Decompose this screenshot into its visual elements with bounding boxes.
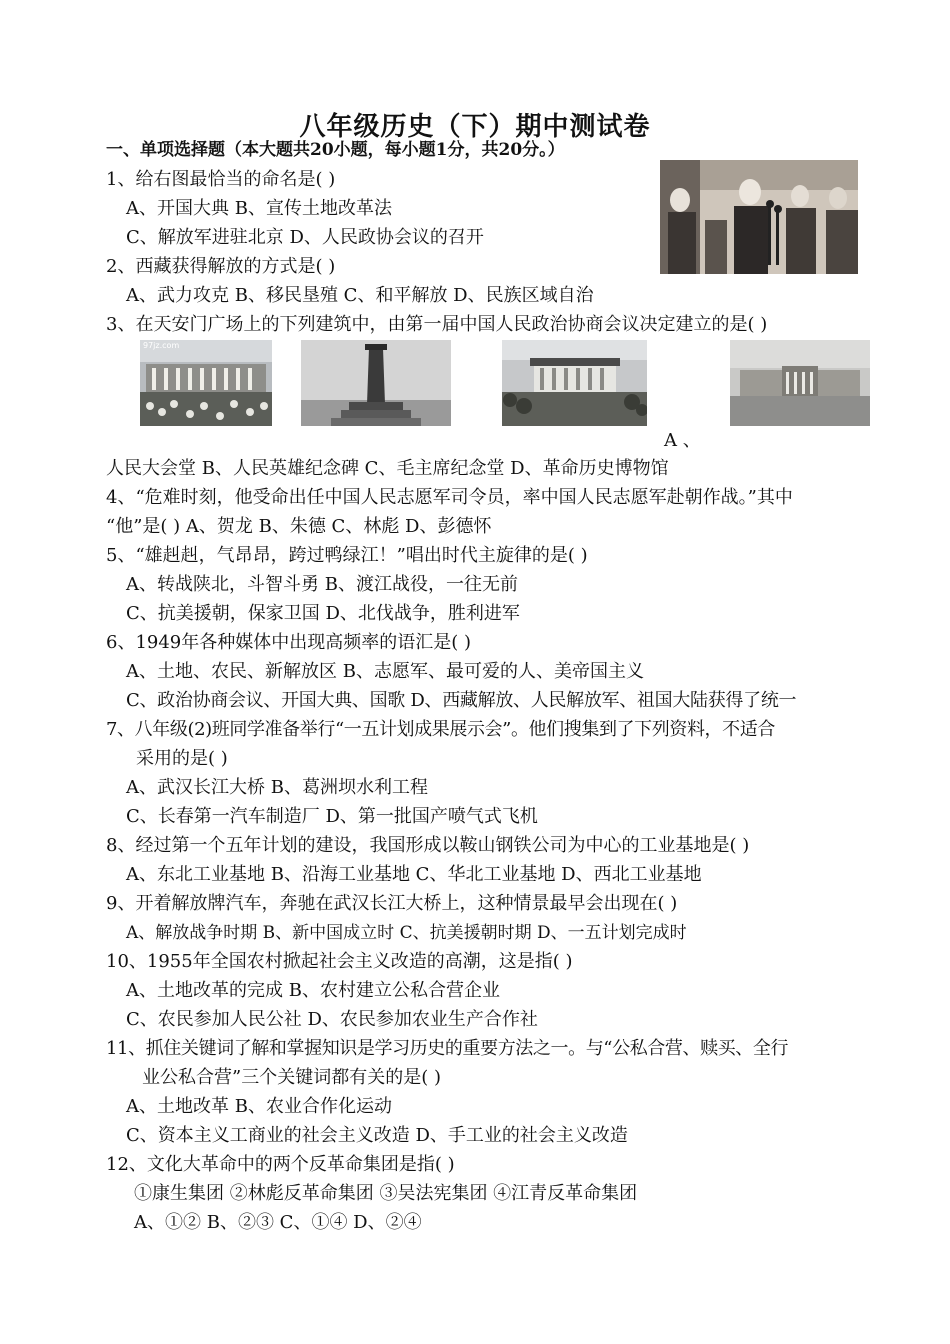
question-12-items: ①康生集团 ②林彪反革命集团 ③吴法宪集团 ④江青反革命集团 (134, 1183, 638, 1204)
question-7-options-cd: C、长春第一汽车制造厂 D、第一批国产喷气式飞机 (126, 806, 538, 827)
question-10-stem: 10、1955年全国农村掀起社会主义改造的高潮，这是指( ) (106, 951, 573, 972)
founding-ceremony-photo (660, 160, 858, 274)
question-12-stem: 12、文化大革命中的两个反革命集团是指( ) (106, 1154, 455, 1175)
question-6-options-ab: A、土地、农民、新解放区 B、志愿军、最可爱的人、美帝国主义 (126, 661, 644, 682)
question-3-stem: 3、在天安门广场上的下列建筑中，由第一届中国人民政治协商会议决定建立的是( ) (106, 314, 768, 335)
photo-watermark: 97jz.com (143, 341, 180, 350)
question-11-options-ab: A、土地改革 B、农业合作化运动 (126, 1096, 392, 1117)
question-9-stem: 9、开着解放牌汽车，奔驰在武汉长江大桥上，这种情景最早会出现在( ) (106, 893, 678, 914)
mausoleum-photo (502, 340, 647, 426)
page-title: 八年级历史（下）期中测试卷 (299, 112, 651, 142)
question-5-options-cd: C、抗美援朝，保家卫国 D、北伐战争，胜利进军 (126, 603, 520, 624)
great-hall-photo (140, 340, 272, 426)
question-2-stem: 2、西藏获得解放的方式是( ) (106, 256, 336, 277)
question-4-options: “他”是( ) A、贺龙 B、朱德 C、林彪 D、彭德怀 (106, 516, 492, 537)
question-4-stem: 4、“危难时刻，他受命出任中国人民志愿军司令员，率中国人民志愿军赴朝作战。”其中 (106, 487, 793, 508)
question-7-stem: 7、八年级(2)班同学准备举行“一五计划成果展示会”。他们搜集到了下列资料，不适合 (106, 719, 775, 740)
question-11-stem: 11、抓住关键词了解和掌握知识是学习历史的重要方法之一。与“公私合营、赎买、全行 (106, 1038, 789, 1059)
question-10-options-ab: A、土地改革的完成 B、农村建立公私合营企业 (126, 980, 500, 1001)
question-6-stem: 6、1949年各种媒体中出现高频率的语汇是( ) (106, 632, 472, 653)
question-9-options: A、解放战争时期 B、新中国成立时 C、抗美援朝时期 D、一五计划完成时 (126, 923, 687, 943)
question-3-option-marker: A 、 (664, 430, 701, 451)
question-11-options-cd: C、资本主义工商业的社会主义改造 D、手工业的社会主义改造 (126, 1125, 628, 1146)
question-5-options-ab: A、转战陕北，斗智斗勇 B、渡江战役，一往无前 (126, 574, 518, 595)
question-2-options: A、武力攻克 B、移民垦殖 C、和平解放 D、民族区域自治 (126, 285, 594, 306)
question-1-stem: 1、给右图最恰当的命名是( ) (106, 169, 336, 190)
monument-photo (301, 340, 451, 426)
section-heading: 一、单项选择题（本大题共20小题，每小题1分，共20分。） (106, 140, 565, 160)
question-1-options-cd: C、解放军进驻北京 D、人民政协会议的召开 (126, 227, 484, 248)
question-8-stem: 8、经过第一个五年计划的建设，我国形成以鞍山钢铁公司为中心的工业基地是( ) (106, 835, 750, 856)
question-11-stem-cont: 业公私合营”三个关键词都有关的是( ) (142, 1067, 441, 1088)
museum-photo (730, 340, 870, 426)
question-7-options-ab: A、武汉长江大桥 B、葛洲坝水利工程 (126, 777, 428, 798)
question-6-options-cd: C、政治协商会议、开国大典、国歌 D、西藏解放、人民解放军、祖国大陆获得了统一 (126, 690, 797, 711)
question-1-options-ab: A、开国大典 B、宣传土地改革法 (126, 198, 392, 219)
question-10-options-cd: C、农民参加人民公社 D、农民参加农业生产合作社 (126, 1009, 538, 1030)
question-12-options: A、①② B、②③ C、①④ D、②④ (134, 1212, 422, 1233)
question-5-stem: 5、“雄赳赳，气昂昂，跨过鸭绿江！”唱出时代主旋律的是( ) (106, 545, 588, 566)
question-8-options: A、东北工业基地 B、沿海工业基地 C、华北工业基地 D、西北工业基地 (126, 864, 702, 885)
question-7-stem-cont: 采用的是( ) (136, 748, 228, 769)
question-3-options: 人民大会堂 B、人民英雄纪念碑 C、毛主席纪念堂 D、革命历史博物馆 (106, 458, 669, 479)
